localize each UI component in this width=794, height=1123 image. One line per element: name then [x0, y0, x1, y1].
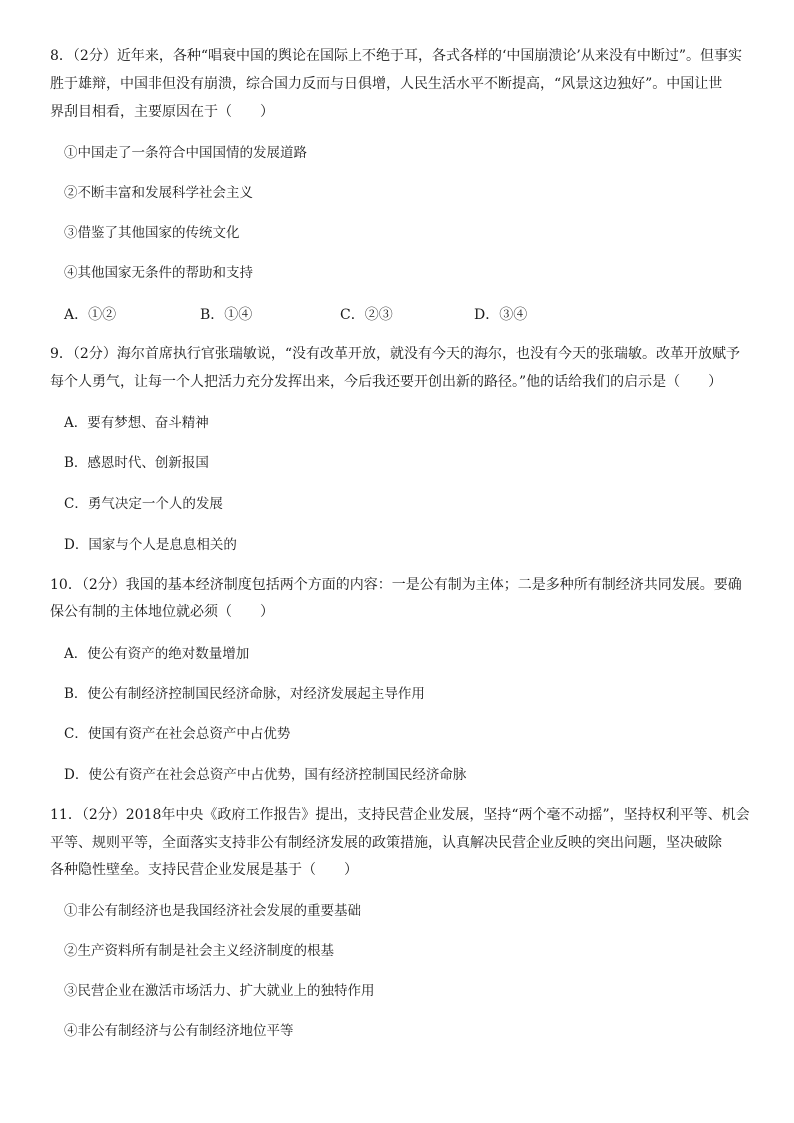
question-10-stem-line-2: 保公有制的主体地位就必须（ ）: [50, 604, 274, 620]
question-8-choice-c[interactable]: C．②③: [340, 307, 393, 323]
question-9-option-c[interactable]: C．勇气决定一个人的发展: [64, 496, 223, 512]
question-8-statement-4: ④其他国家无条件的帮助和支持: [64, 265, 253, 281]
question-8-statement-3: ③借鉴了其他国家的传统文化: [64, 225, 240, 241]
question-8-choice-b[interactable]: B．①④: [200, 307, 253, 323]
question-9-option-d[interactable]: D．国家与个人是息息相关的: [64, 537, 237, 553]
question-8-stem-line-3: 界刮目相看，主要原因在于（ ）: [50, 104, 274, 120]
question-11-statement-1: ①非公有制经济也是我国经济社会发展的重要基础: [64, 903, 361, 919]
question-11-stem-line-2: 平等、规则平等，全面落实支持非公有制经济发展的政策措施，认真解决民营企业反映的突出问题，坚决破除: [50, 835, 722, 851]
question-10-option-c[interactable]: C．使国有资产在社会总资产中占优势: [64, 726, 291, 742]
question-10-stem-line-1: 10．（2分）我国的基本经济制度包括两个方面的内容：一是公有制为主体；二是多种所有制经济共同发展。要确: [50, 577, 742, 593]
question-11-statement-2: ②生产资料所有制是社会主义经济制度的根基: [64, 943, 334, 959]
question-11-statement-3: ③民营企业在激活市场活力、扩大就业上的独特作用: [64, 983, 375, 999]
question-8-stem-line-2: 胜于雄辩，中国非但没有崩溃，综合国力反而与日俱增，人民生活水平不断提高，“风景这边独好”。中国让世: [50, 76, 723, 92]
question-8-choice-d[interactable]: D．③④: [474, 307, 528, 323]
question-11-stem-line-3: 各种隐性壁垒。支持民营企业发展是基于（ ）: [50, 862, 358, 878]
question-8-statement-1: ①中国走了一条符合中国国情的发展道路: [64, 145, 307, 161]
question-10-option-d[interactable]: D．使公有资产在社会总资产中占优势，国有经济控制国民经济命脉: [64, 767, 467, 783]
question-10-option-a[interactable]: A．使公有资产的绝对数量增加: [64, 646, 250, 662]
question-9-option-b[interactable]: B．感恩时代、创新报国: [64, 455, 209, 471]
question-9-option-a[interactable]: A．要有梦想、奋斗精神: [64, 415, 209, 431]
question-9-stem-line-1: 9．（2分）海尔首席执行官张瑞敏说，“没有改革开放，就没有今天的海尔，也没有今天的张瑞敏。改革开放赋予: [50, 346, 740, 362]
question-8-statement-2: ②不断丰富和发展科学社会主义: [64, 185, 253, 201]
question-9-stem-line-2: 每个人勇气，让每一个人把活力充分发挥出来，今后我还要开创出新的路径。”他的话给我们的启示是（ ）: [50, 374, 723, 390]
question-11-statement-4: ④非公有制经济与公有制经济地位平等: [64, 1023, 294, 1039]
question-11-stem-line-1: 11．（2分）2018年中央《政府工作报告》提出，支持民营企业发展，坚持“两个毫不动摇”，坚持权利平等、机会: [50, 807, 750, 823]
question-8-choice-a[interactable]: A．①②: [64, 307, 117, 323]
question-10-option-b[interactable]: B．使公有制经济控制国民经济命脉，对经济发展起主导作用: [64, 686, 425, 702]
question-8-stem-line-1: 8．（2分）近年来，各种“唱衰中国的舆论在国际上不绝于耳，各式各样的‘中国崩溃论’从来没有中断过”。但事实: [50, 48, 743, 64]
